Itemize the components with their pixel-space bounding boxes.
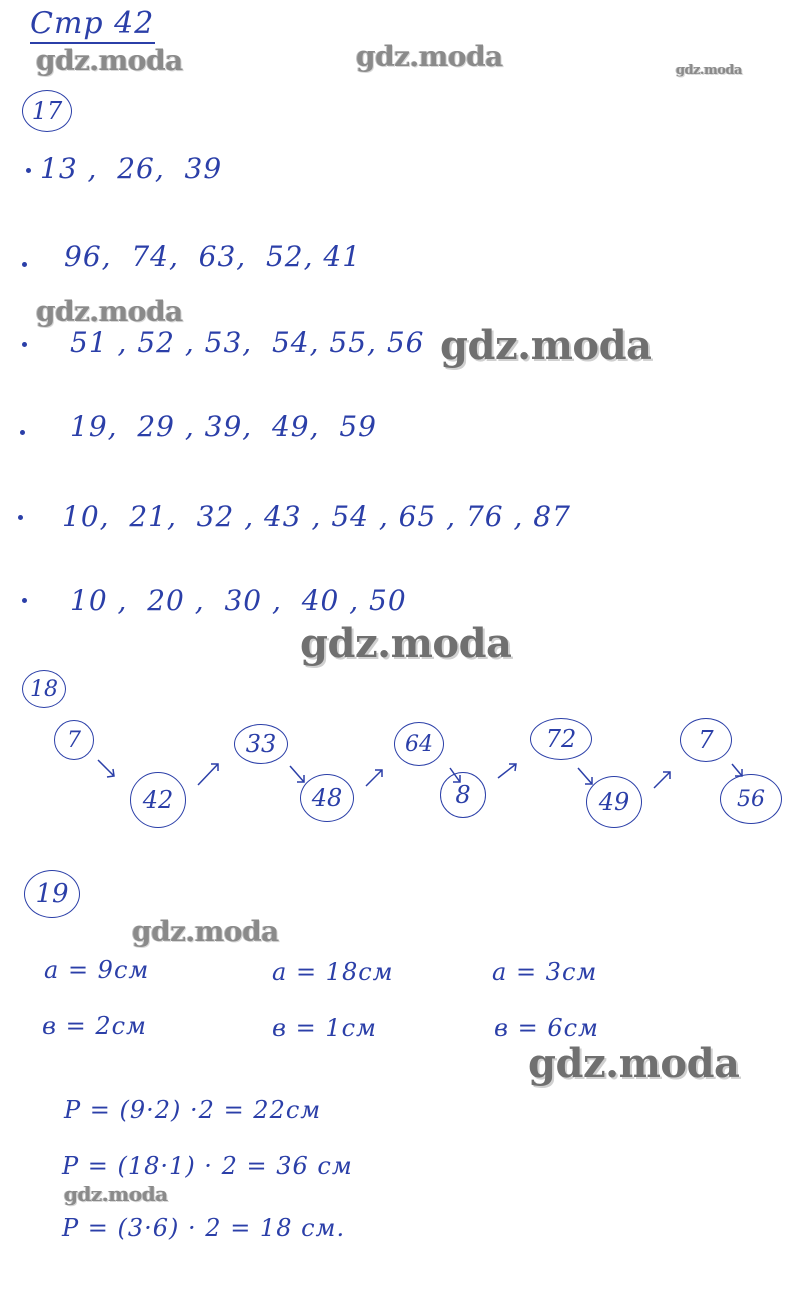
rect-1-side-b: в = 2см <box>42 1012 147 1040</box>
watermark: gdz.moda <box>36 44 183 77</box>
rect-3-side-b: в = 6см <box>494 1014 599 1042</box>
task-17-row-2: 96, 74, 63, 52, 41 <box>64 240 362 273</box>
watermark: gdz.moda <box>356 40 503 73</box>
task-17-row-6: 10 , 20 , 30 , 40 , 50 <box>70 584 407 617</box>
watermark: gdz.moda <box>528 1040 740 1087</box>
chain-node: 56 <box>720 774 782 824</box>
chain-node: 7 <box>54 720 94 760</box>
watermark: gdz.moda <box>440 322 652 369</box>
task-17-number: 17 <box>22 90 72 132</box>
chain-node: 7 <box>680 718 732 762</box>
watermark: gdz.moda <box>64 1182 168 1206</box>
chain-node: 72 <box>530 718 592 760</box>
perimeter-formula-3: P = (3·6) · 2 = 18 см. <box>62 1214 346 1242</box>
watermark: gdz.moda <box>132 915 279 948</box>
watermark: gdz.moda <box>36 295 183 328</box>
chain-node: 33 <box>234 724 288 764</box>
rect-2-side-b: в = 1см <box>272 1014 377 1042</box>
task-17-row-3: 51 , 52 , 53, 54, 55, 56 <box>70 326 425 359</box>
perimeter-formula-2: P = (18·1) · 2 = 36 см <box>62 1152 353 1180</box>
rect-1-side-a: a = 9см <box>44 956 150 984</box>
chain-node: 64 <box>394 722 444 766</box>
page-reference: Стр 42 <box>30 6 155 41</box>
task-19-number: 19 <box>24 870 80 918</box>
task-17-row-4: 19, 29 , 39, 49, 59 <box>70 410 377 443</box>
watermark: gdz.moda <box>300 620 512 667</box>
chain-node: 49 <box>586 776 642 828</box>
task-18-number: 18 <box>22 670 66 708</box>
perimeter-formula-1: P = (9·2) ·2 = 22см <box>64 1096 322 1124</box>
task-17-row-5: 10, 21, 32 , 43 , 54 , 65 , 76 , 87 <box>62 500 571 533</box>
chain-node: 8 <box>440 772 486 818</box>
chain-node: 48 <box>300 774 354 822</box>
task-17-row-1: 13 , 26, 39 <box>40 152 223 185</box>
rect-2-side-a: a = 18см <box>272 958 394 986</box>
chain-node: 42 <box>130 772 186 828</box>
watermark: gdz.moda <box>676 63 743 78</box>
rect-3-side-a: a = 3см <box>492 958 598 986</box>
